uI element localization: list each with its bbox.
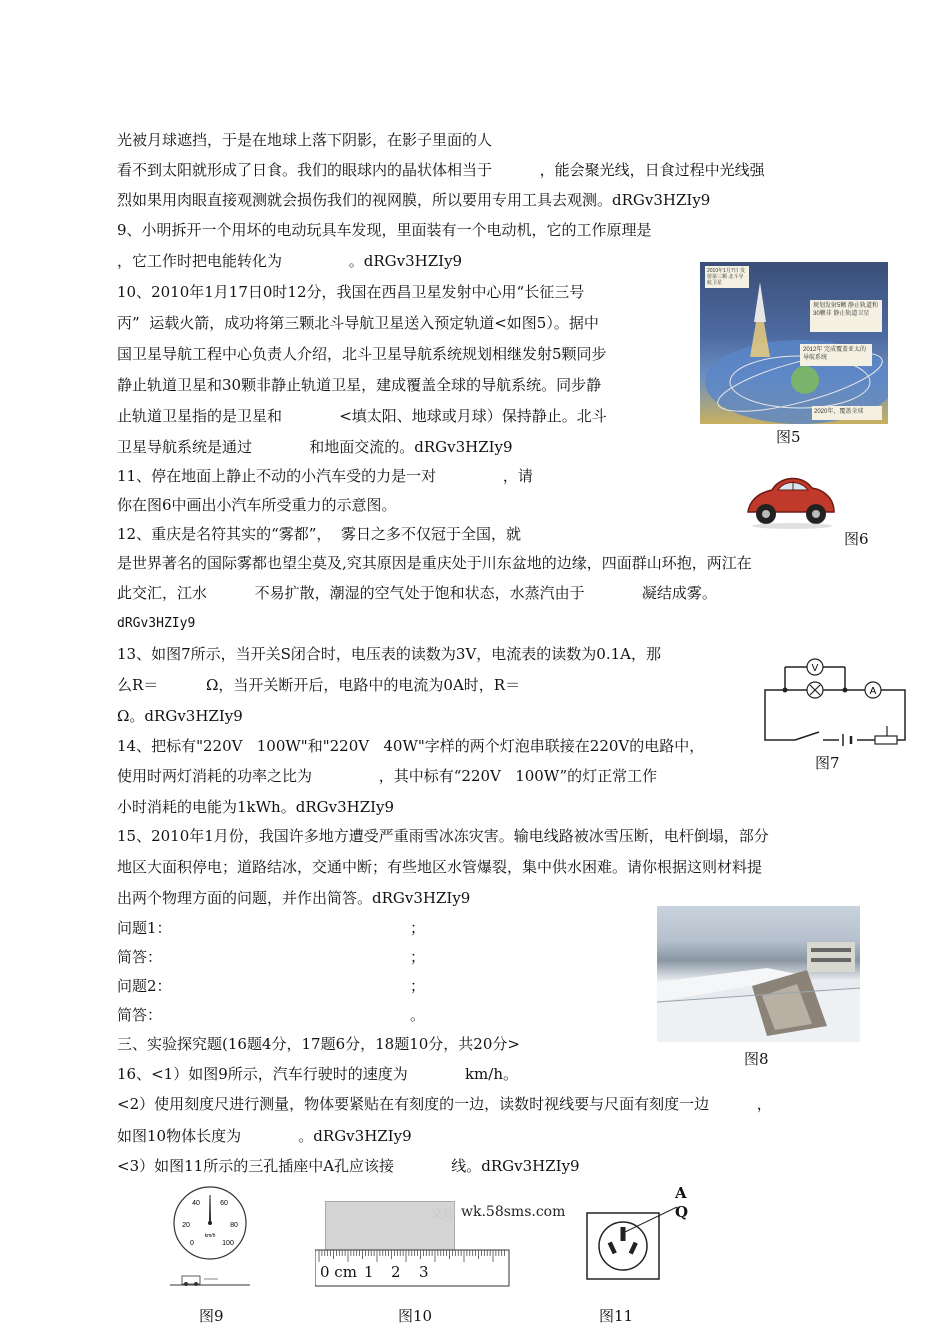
fig5-caption: 规划发射5颗 静止轨道和30颗非 静止轨道卫星 — [813, 303, 879, 317]
socket-letter-a: A — [675, 1184, 687, 1202]
text-line: 国卫星导航工程中心负责人介绍，北斗卫星导航系统规划相继发射5颗同步 — [117, 345, 607, 363]
speed-tick: 100 — [222, 1240, 234, 1247]
figure-10-label: 图10 — [398, 1307, 433, 1325]
text-line: 如图10物体长度为 。dRGv3HZIy9 — [117, 1127, 412, 1145]
speed-tick: 20 — [182, 1222, 190, 1229]
question-12: 12、重庆是名符其实的“雾都”， 雾日之多不仅冠于全国，就 — [117, 525, 521, 543]
speed-tick: 80 — [230, 1222, 238, 1229]
text-line: 小时消耗的电能为1kWh。dRGv3HZIy9 — [117, 798, 395, 816]
answer-line: 简答： 。 — [117, 1006, 425, 1024]
answer-line: 问题1： ； — [117, 919, 425, 937]
text-line: <2）使用刻度尺进行测量，物体要紧贴在有刻度的一边，读数时视线要与尺面有刻度一边 ， — [117, 1095, 772, 1113]
figure-8-photo — [657, 906, 860, 1042]
text-line: 么R＝ Ω，当开关断开后，电路中的电流为0A时，R＝ — [117, 676, 521, 694]
question-11: 11、停在地面上静止不动的小汽车受的力是一对 ，请 — [117, 467, 533, 485]
figure-9-speedometer — [170, 1183, 250, 1289]
question-16: 16、<1）如图9所示，汽车行驶时的速度为 km/h。 — [117, 1065, 518, 1083]
ammeter-label: A — [869, 686, 877, 697]
figure-6-car — [742, 470, 838, 532]
text-line: dRGv3HZIy9 — [117, 616, 196, 631]
speed-tick: 0 — [190, 1240, 194, 1247]
ruler-label-0: 0 cm — [320, 1263, 357, 1281]
text-line: 此交汇，江水 不易扩散，潮湿的空气处于饱和状态，水蒸汽由于 凝结成雾。 — [117, 584, 717, 602]
text-line: 你在图6中画出小汽车所受重力的示意图。 — [117, 496, 397, 514]
figure-5-image — [700, 262, 888, 424]
text-line: Ω。dRGv3HZIy9 — [117, 707, 243, 725]
speed-tick: 60 — [220, 1200, 228, 1207]
question-15: 15、2010年1月份，我国许多地方遭受严重雨雪冰冻灾害。输电线路被冰雪压断，电杆倒塌，部分 — [117, 827, 769, 845]
figure-6-label: 图6 — [844, 530, 869, 548]
watermark-prefix: 文库 — [430, 1207, 457, 1222]
text-line: ，它工作时把电能转化为 。dRGv3HZIy9 — [117, 252, 463, 270]
text-line: 丙” 运载火箭，成功将第三颗北斗导航卫星送入预定轨道<如图5）。据中 — [117, 314, 599, 332]
watermark: wk.58sms.com — [461, 1204, 566, 1220]
figure-7-circuit — [755, 652, 915, 752]
question-13: 13、如图7所示，当开关S闭合时，电压表的读数为3V，电流表的读数为0.1A，那 — [117, 645, 661, 663]
fig5-caption: 2012年 完成覆盖亚太的导航系统 — [803, 347, 867, 361]
socket-letter-q: Q — [675, 1203, 689, 1221]
figure-9-label: 图9 — [199, 1307, 224, 1325]
ruler-label-2: 2 — [391, 1263, 401, 1281]
text-line: 使用时两灯消耗的功率之比为 ，其中标有“220V 100W”的灯正常工作 — [117, 767, 658, 785]
figure-7-label: 图7 — [815, 754, 840, 772]
ruler-label-1: 1 — [364, 1263, 374, 1281]
text-line: 是世界著名的国际雾都也望尘莫及,究其原因是重庆处于川东盆地的边缘，四面群山环抱，两江在 — [117, 554, 752, 572]
text-line: 烈如果用肉眼直接观测就会损伤我们的视网膜，所以要用专用工具去观测。dRGv3HZIy9 — [117, 191, 711, 209]
speed-tick: 40 — [192, 1200, 200, 1207]
text-line: 卫星导航系统是通过 和地面交流的。dRGv3HZIy9 — [117, 438, 513, 456]
satellite-illustration — [700, 262, 888, 424]
question-10: 10、2010年1月17日0时12分，我国在西昌卫星发射中心用“长征三号 — [117, 283, 585, 301]
socket-hole-top — [621, 1227, 626, 1241]
figure-11-label: 图11 — [599, 1307, 634, 1325]
fig5-caption: 2010年1月7日 发射第三颗 北斗导航卫星 — [707, 268, 746, 286]
text-line: 出两个物理方面的问题，并作出简答。dRGv3HZIy9 — [117, 889, 471, 907]
figure-5-label: 图5 — [776, 428, 801, 446]
ruler-label-3: 3 — [419, 1263, 429, 1281]
text-line: <3）如图11所示的三孔插座中A孔应该接 线。dRGv3HZIy9 — [117, 1157, 580, 1175]
voltmeter-label: V — [811, 663, 819, 674]
section-heading: 三、实验探究题(16题4分，17题6分，18题10分，共20分> — [117, 1035, 520, 1053]
figure-8-label: 图8 — [744, 1050, 769, 1068]
answer-line: 简答： ； — [117, 948, 425, 966]
text-line: 看不到太阳就形成了日食。我们的眼球内的晶状体相当于 ，能会聚光线，日食过程中光线强 — [117, 161, 765, 179]
fig5-caption: 2020年，覆盖全球 — [814, 409, 864, 415]
snow-scene — [657, 906, 860, 1042]
speed-unit: km/h — [204, 1233, 216, 1239]
text-line: 光被月球遮挡，于是在地球上落下阴影，在影子里面的人 — [117, 131, 493, 149]
question-9: 9、小明拆开一个用坏的电动玩具车发现，里面装有一个电动机，它的工作原理是 — [117, 221, 652, 239]
text-line: 止轨道卫星指的是卫星和 <填太阳、地球或月球）保持静止。北斗 — [117, 407, 607, 425]
answer-line: 问题2： ； — [117, 977, 425, 995]
text-line: 静止轨道卫星和30颗非静止轨道卫星，建成覆盖全球的导航系统。同步静 — [117, 376, 602, 394]
question-14: 14、把标有"220V 100W"和"220V 40W"字样的两个灯泡串联接在220V的电路中， — [117, 737, 705, 755]
text-line: 地区大面积停电；道路结冰，交通中断；有些地区水管爆裂，集中供水困难。请你根据这则材料提 — [117, 858, 763, 876]
